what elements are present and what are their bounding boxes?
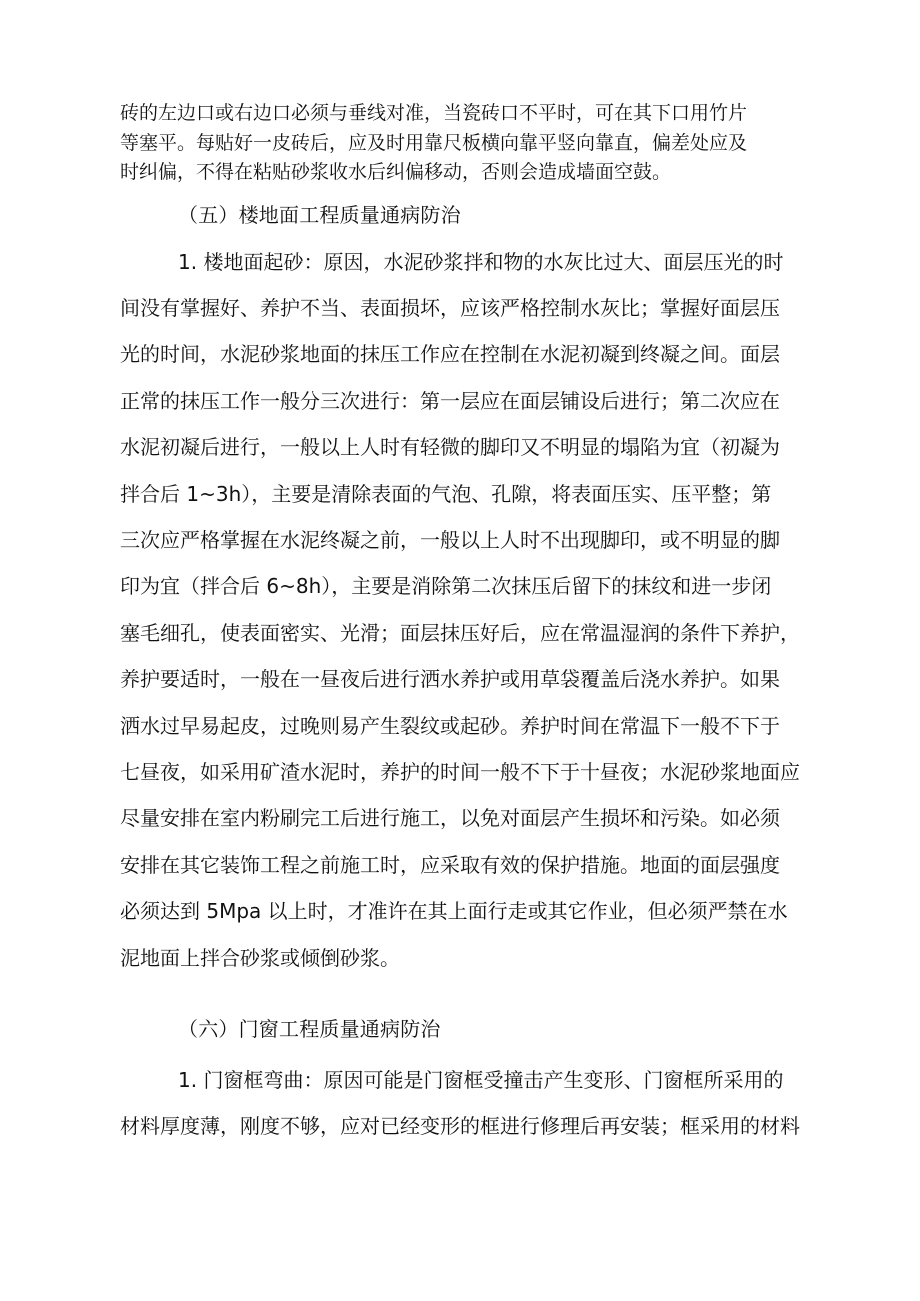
paragraph-line: 安排在其它装饰工程之前施工时，应采取有效的保护措施。地面的面层强度 [120,853,780,877]
paragraph-line: 间没有掌握好、养护不当、表面损坏，应该严格控制水灰比；掌握好面层压 [120,296,780,320]
paragraph-line: 时纠偏，不得在粘贴砂浆收水后纠偏移动，否则会造成墙面空鼓。 [120,161,672,183]
paragraph-line: 养护要适时，一般在一昼夜后进行洒水养护或用草袋覆盖后浇水养护。如果 [120,667,780,691]
section-heading: （六）门窗工程质量通病防治 [178,1017,441,1041]
paragraph-line: 砖的左边口或右边口必须与垂线对准，当瓷砖口不平时，可在其下口用竹片 [120,102,748,124]
paragraph-line: 正常的抹压工作一般分三次进行：第一层应在面层铺设后进行；第二次应在 [120,389,780,413]
paragraph-line: 光的时间，水泥砂浆地面的抹压工作应在控制在水泥初凝到终凝之间。面层 [120,342,780,366]
paragraph-line: 水泥初凝后进行，一般以上人时有轻微的脚印又不明显的塌陷为宜（初凝为 [120,435,780,459]
section-heading: （五）楼地面工程质量通病防治 [178,203,461,227]
paragraph-line: 泥地面上拌合砂浆或倾倒砂浆。 [120,946,400,970]
paragraph-line: 塞毛细孔，使表面密实、光滑；面层抹压好后，应在常温湿润的条件下养护， [120,621,800,645]
paragraph-line: 三次应严格掌握在水泥终凝之前，一般以上人时不出现脚印，或不明显的脚 [120,528,780,552]
paragraph-line: 材料厚度薄，刚度不够，应对已经变形的框进行修理后再安装；框采用的材料 [120,1114,800,1138]
paragraph-line: 1. 楼地面起砂：原因，水泥砂浆拌和物的水灰比过大、面层压光的时 [178,250,784,274]
paragraph-line: 尽量安排在室内粉刷完工后进行施工，以免对面层产生损坏和污染。如必须 [120,806,780,830]
paragraph-line: 七昼夜，如采用矿渣水泥时，养护的时间一般不下于十昼夜；水泥砂浆地面应 [120,760,800,784]
paragraph-line: 洒水过早易起皮，过晚则易产生裂纹或起砂。养护时间在常温下一般不下于 [120,714,780,738]
paragraph-line: 必须达到 5Mpa 以上时，才准许在其上面行走或其它作业，但必须严禁在水 [120,899,788,923]
paragraph-line: 拌合后 1~3h），主要是清除表面的气泡、孔隙，将表面压实、压平整；第 [120,482,772,506]
paragraph-line: 等塞平。每贴好一皮砖后，应及时用靠尺板横向靠平竖向靠直，偏差处应及 [120,132,748,154]
paragraph-line: 1. 门窗框弯曲：原因可能是门窗框受撞击产生变形、门窗框所采用的 [178,1068,784,1092]
paragraph-line: 印为宜（拌合后 6~8h），主要是消除第二次抹压后留下的抹纹和进一步闭 [120,574,772,598]
